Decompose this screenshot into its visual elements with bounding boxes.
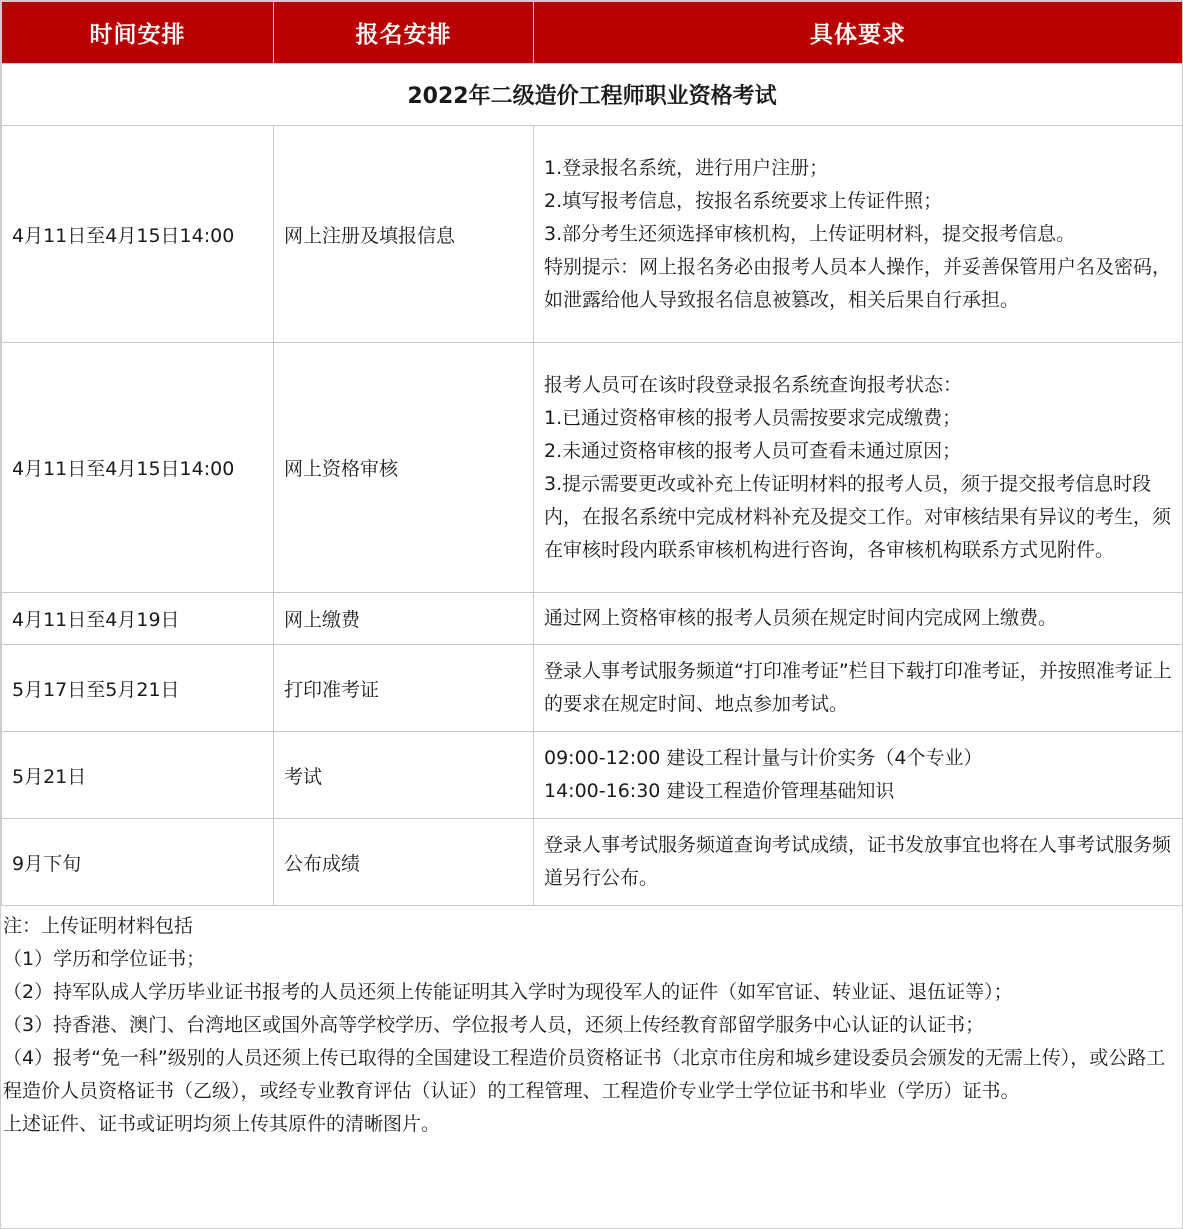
notes-section [1, 906, 1182, 1141]
row-time: 4月11日至4月15日14:00 [2, 343, 274, 593]
row-item: 打印准考证 [274, 645, 534, 732]
row-time: 5月17日至5月21日 [2, 645, 274, 732]
requirement-line: 1.已通过资格审核的报考人员需按要求完成缴费； [544, 406, 962, 429]
exam-title: 2022年二级造价工程师职业资格考试 [2, 64, 1183, 126]
row-requirements [534, 732, 1183, 819]
row-item: 公布成绩 [274, 819, 534, 906]
table-row [2, 126, 1183, 343]
table-row [2, 819, 1183, 906]
row-requirements [534, 343, 1183, 593]
row-requirements [534, 593, 1183, 645]
row-time: 5月21日 [2, 732, 274, 819]
header-registration: 报名安排 [274, 2, 534, 64]
requirement-line: 14:00-16:30 建设工程造价管理基础知识 [544, 780, 895, 802]
note-line: （4）报考“免一科”级别的人员还须上传已取得的全国建设工程造价员资格证书（北京市住房和城乡建设委员会颁发的无需上传），或公路工程造价人员资格证书（乙级），或经专业教育评估（认证）的工程管理、工程造价专业学士学位证书和毕业（学历）证书。 [3, 1047, 1166, 1102]
note-line: （1）学历和学位证书； [3, 948, 206, 970]
requirement-line: 3.部分考生还须选择审核机构，上传证明材料，提交报考信息。 [544, 222, 1076, 245]
row-item: 考试 [274, 732, 534, 819]
requirement-line: 1.登录报名系统，进行用户注册； [544, 156, 829, 179]
requirement-line: 2.未通过资格审核的报考人员可查看未通过原因； [544, 439, 962, 462]
row-time: 9月下旬 [2, 819, 274, 906]
requirement-line: 2.填写报考信息，按报名系统要求上传证件照； [544, 189, 943, 212]
row-item: 网上缴费 [274, 593, 534, 645]
requirement-line: 登录人事考试服务频道查询考试成绩，证书发放事宜也将在人事考试服务频道另行公布。 [544, 834, 1172, 889]
row-requirements [534, 819, 1183, 906]
exam-schedule-table [1, 1, 1183, 906]
requirement-line: 特别提示：网上报名务必由报考人员本人操作，并妥善保管用户名及密码，如泄露给他人导致报名信息被篡改，相关后果自行承担。 [544, 255, 1172, 311]
note-line: （3）持香港、澳门、台湾地区或国外高等学校学历、学位报考人员，还须上传经教育部留学服务中心认证的认证书； [3, 1014, 985, 1036]
row-time: 4月11日至4月19日 [2, 593, 274, 645]
requirement-line: 登录人事考试服务频道“打印准考证”栏目下载打印准考证，并按照准考证上的要求在规定时间、地点参加考试。 [544, 660, 1172, 715]
table-row [2, 593, 1183, 645]
requirement-line: 09:00-12:00 建设工程计量与计价实务（4个专业） [544, 747, 983, 769]
table-row [2, 732, 1183, 819]
table-header-row [2, 2, 1183, 64]
row-item: 网上资格审核 [274, 343, 534, 593]
table-row [2, 343, 1183, 593]
note-line: （2）持军队成人学历毕业证书报考的人员还须上传能证明其入学时为现役军人的证件（如军官证、转业证、退伍证等）； [3, 981, 1013, 1003]
row-item: 网上注册及填报信息 [274, 126, 534, 343]
row-requirements [534, 126, 1183, 343]
requirement-line: 通过网上资格审核的报考人员须在规定时间内完成网上缴费。 [544, 607, 1058, 629]
table-title-row [2, 64, 1183, 126]
row-requirements [534, 645, 1183, 732]
note-line: 注：上传证明材料包括 [3, 915, 194, 937]
note-line: 上述证件、证书或证明均须上传其原件的清晰图片。 [3, 1113, 441, 1135]
requirement-line: 3.提示需要更改或补充上传证明材料的报考人员，须于提交报考信息时段内，在报名系统中完成材料补充及提交工作。对审核结果有异议的考生，须在审核时段内联系审核机构进行咨询，各审核机构联系方式见附件。 [544, 472, 1172, 561]
table-row [2, 645, 1183, 732]
requirement-line: 报考人员可在该时段登录报名系统查询报考状态： [544, 373, 963, 396]
header-time: 时间安排 [2, 2, 274, 64]
row-time: 4月11日至4月15日14:00 [2, 126, 274, 343]
header-requirements: 具体要求 [534, 2, 1183, 64]
